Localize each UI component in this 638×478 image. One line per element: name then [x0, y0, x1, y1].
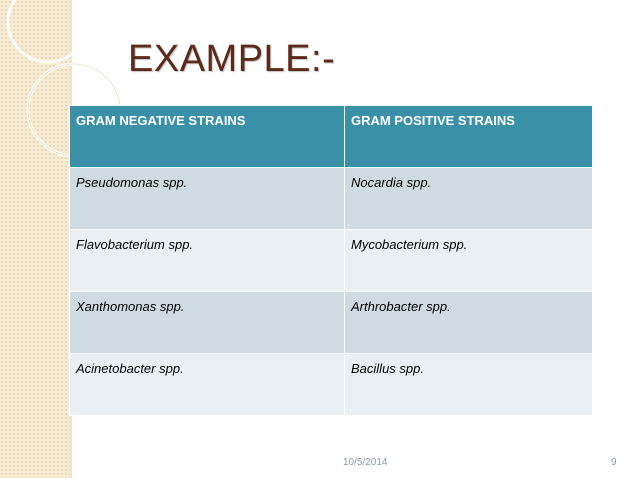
- footer-page-number: 9: [611, 457, 617, 468]
- gram-positive-cell: Mycobacterium spp.: [345, 230, 593, 292]
- gram-negative-cell: Pseudomonas spp.: [70, 168, 345, 230]
- gram-negative-cell: Flavobacterium spp.: [70, 230, 345, 292]
- ring-top: [8, 0, 88, 62]
- gram-negative-cell: Xanthomonas spp.: [70, 292, 345, 354]
- table-row: [70, 354, 593, 416]
- table-row: [70, 230, 593, 292]
- slide-title: EXAMPLE:-: [128, 38, 336, 80]
- header-gram-negative: GRAM NEGATIVE STRAINS: [70, 106, 345, 168]
- gram-negative-cell: Acinetobacter spp.: [70, 354, 345, 416]
- gram-positive-cell: Bacillus spp.: [345, 354, 593, 416]
- footer-date: 10/5/2014: [343, 457, 388, 468]
- header-gram-positive: GRAM POSITIVE STRAINS: [345, 106, 593, 168]
- table-header-row: [70, 106, 593, 168]
- table-row: [70, 168, 593, 230]
- gram-positive-cell: Nocardia spp.: [345, 168, 593, 230]
- gram-positive-cell: Arthrobacter spp.: [345, 292, 593, 354]
- table-row: [70, 292, 593, 354]
- strains-table: [69, 105, 593, 416]
